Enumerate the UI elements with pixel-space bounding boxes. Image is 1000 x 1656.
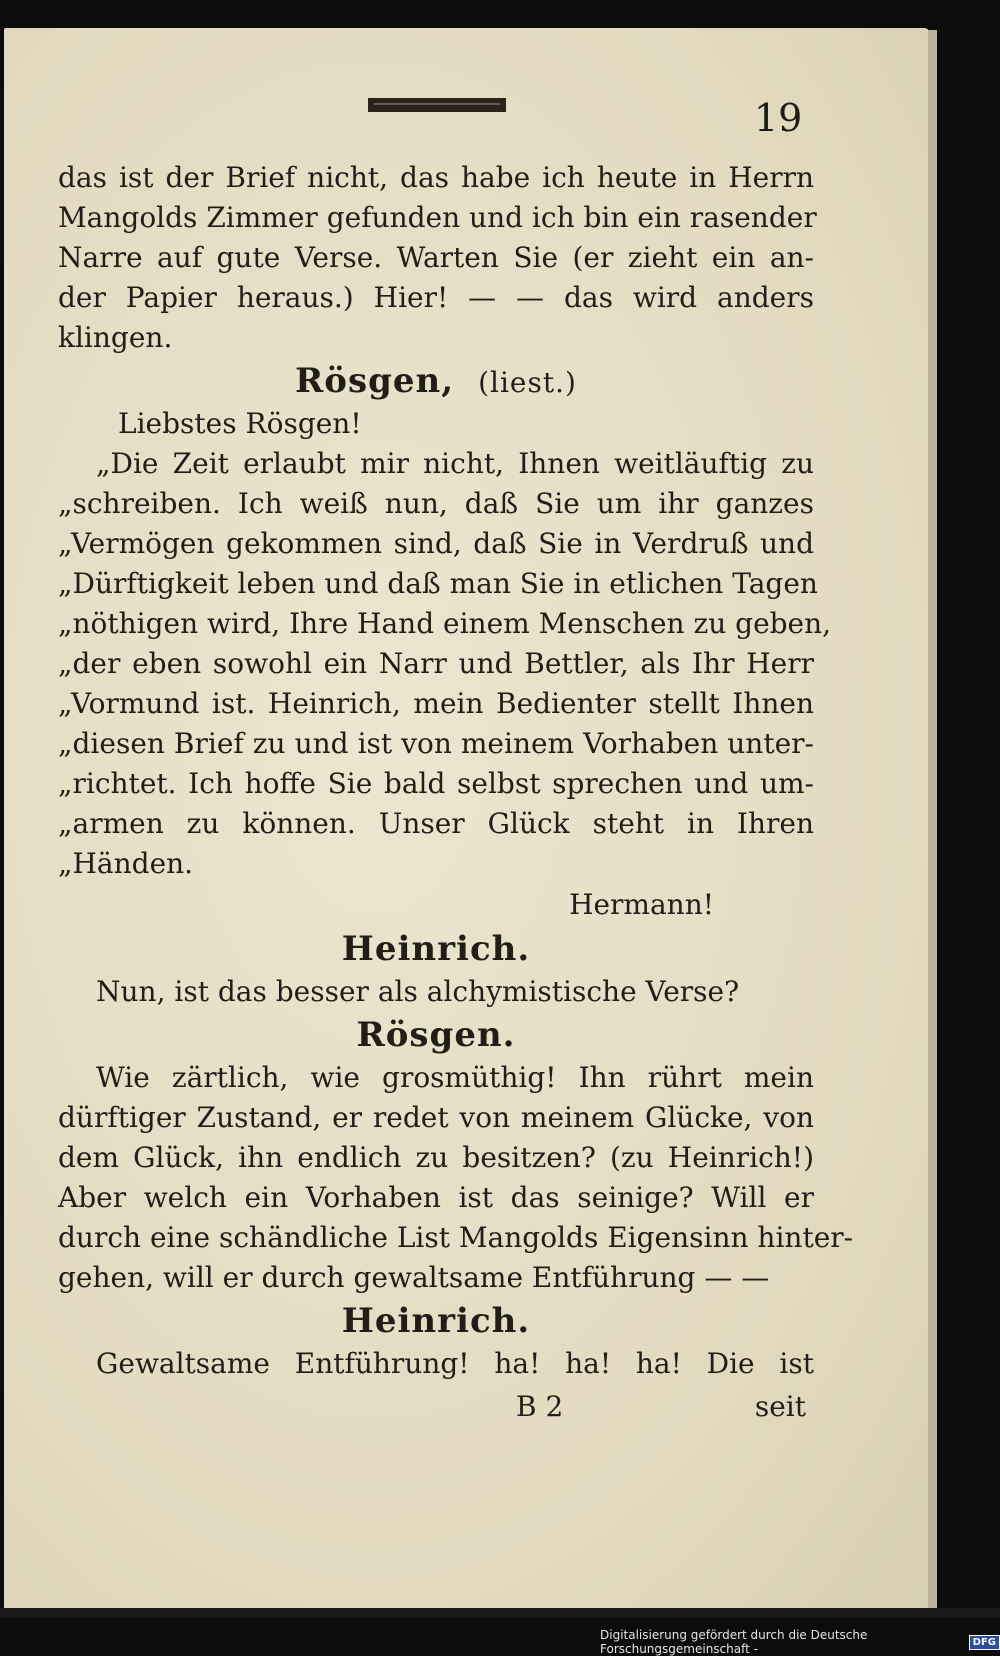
- text-line: der Papier heraus.) Hier! — — das wird anders: [58, 281, 814, 314]
- text-line: Narre auf gute Verse. Warten Sie (er zieht ein an-: [58, 241, 814, 274]
- text-line: klingen.: [58, 321, 173, 354]
- speaker-heading: Rösgen.: [356, 1015, 516, 1055]
- digitization-credit-bar: [600, 1628, 1000, 1656]
- letter-line: „Die Zeit erlaubt mir nicht, Ihnen weitläuftig zu: [96, 447, 814, 480]
- text-line: Gewaltsame Entführung! ha! ha! ha! Die ist: [96, 1347, 814, 1380]
- digitization-credit: Digitalisierung gefördert durch die Deutsche Forschungsgemeinschaft -: [600, 1628, 868, 1656]
- text-line: durch eine schändliche List Mangolds Eigensinn hinter-: [58, 1221, 854, 1254]
- text-line: Wie zärtlich, wie grosmüthig! Ihn rührt mein: [96, 1061, 814, 1094]
- speaker-name: Rösgen,: [295, 361, 455, 401]
- letter-line: „Vormund ist. Heinrich, mein Bedienter stellt Ihnen: [58, 687, 814, 720]
- letter-line: „der eben sowohl ein Narr und Bettler, als Ihr Herr: [58, 647, 814, 680]
- speaker-heading: Heinrich.: [341, 1301, 531, 1341]
- letter-salutation: Liebstes Rösgen!: [118, 407, 362, 440]
- letter-signature: Hermann!: [569, 888, 714, 921]
- page-edge: [928, 30, 937, 1610]
- speaker-heading: [58, 358, 814, 404]
- letter-line: „armen zu können. Unser Glück steht in Ihren: [58, 807, 814, 840]
- page-number: 19: [754, 96, 803, 140]
- speaker-heading: Heinrich.: [341, 929, 531, 969]
- scan-border: [0, 1608, 1000, 1618]
- text-line: Nun, ist das besser als alchymistische Verse?: [96, 975, 740, 1008]
- catchword: seit: [754, 1390, 806, 1423]
- dfg-logo-icon[interactable]: DFG: [969, 1635, 1000, 1650]
- letter-line: „Händen.: [58, 847, 194, 880]
- letter-line: „diesen Brief zu und ist von meinem Vorhaben unter-: [58, 727, 814, 760]
- text-line: Mangolds Zimmer gefunden und ich bin ein rasender: [58, 201, 817, 234]
- letter-line: „nöthigen wird, Ihre Hand einem Menschen zu geben,: [58, 607, 832, 640]
- letter-line: „schreiben. Ich weiß nun, daß Sie um ihr ganzes: [58, 487, 814, 520]
- page-footer: [58, 1384, 814, 1430]
- header-ornament-rule: [368, 98, 506, 112]
- letter-line: „Vermögen gekommen sind, daß Sie in Verdruß und: [58, 527, 814, 560]
- text-line: Aber welch ein Vorhaben ist das seinige? Will er: [58, 1181, 814, 1214]
- text-line: gehen, will er durch gewaltsame Entführung — —: [58, 1261, 770, 1294]
- text-line: dem Glück, ihn endlich zu besitzen? (zu Heinrich!): [58, 1141, 814, 1174]
- letter-line: „Dürftigkeit leben und daß man Sie in etlichen Tagen: [58, 567, 818, 600]
- text-line: dürftiger Zustand, er redet von meinem Glücke, von: [58, 1101, 814, 1134]
- stage-direction: (liest.): [478, 366, 577, 399]
- text-line: das ist der Brief nicht, das habe ich heute in Herrn: [58, 161, 814, 194]
- signature-mark: B 2: [516, 1390, 564, 1423]
- text-block: [58, 158, 854, 1430]
- letter-line: „richtet. Ich hoffe Sie bald selbst sprechen und um-: [58, 767, 814, 800]
